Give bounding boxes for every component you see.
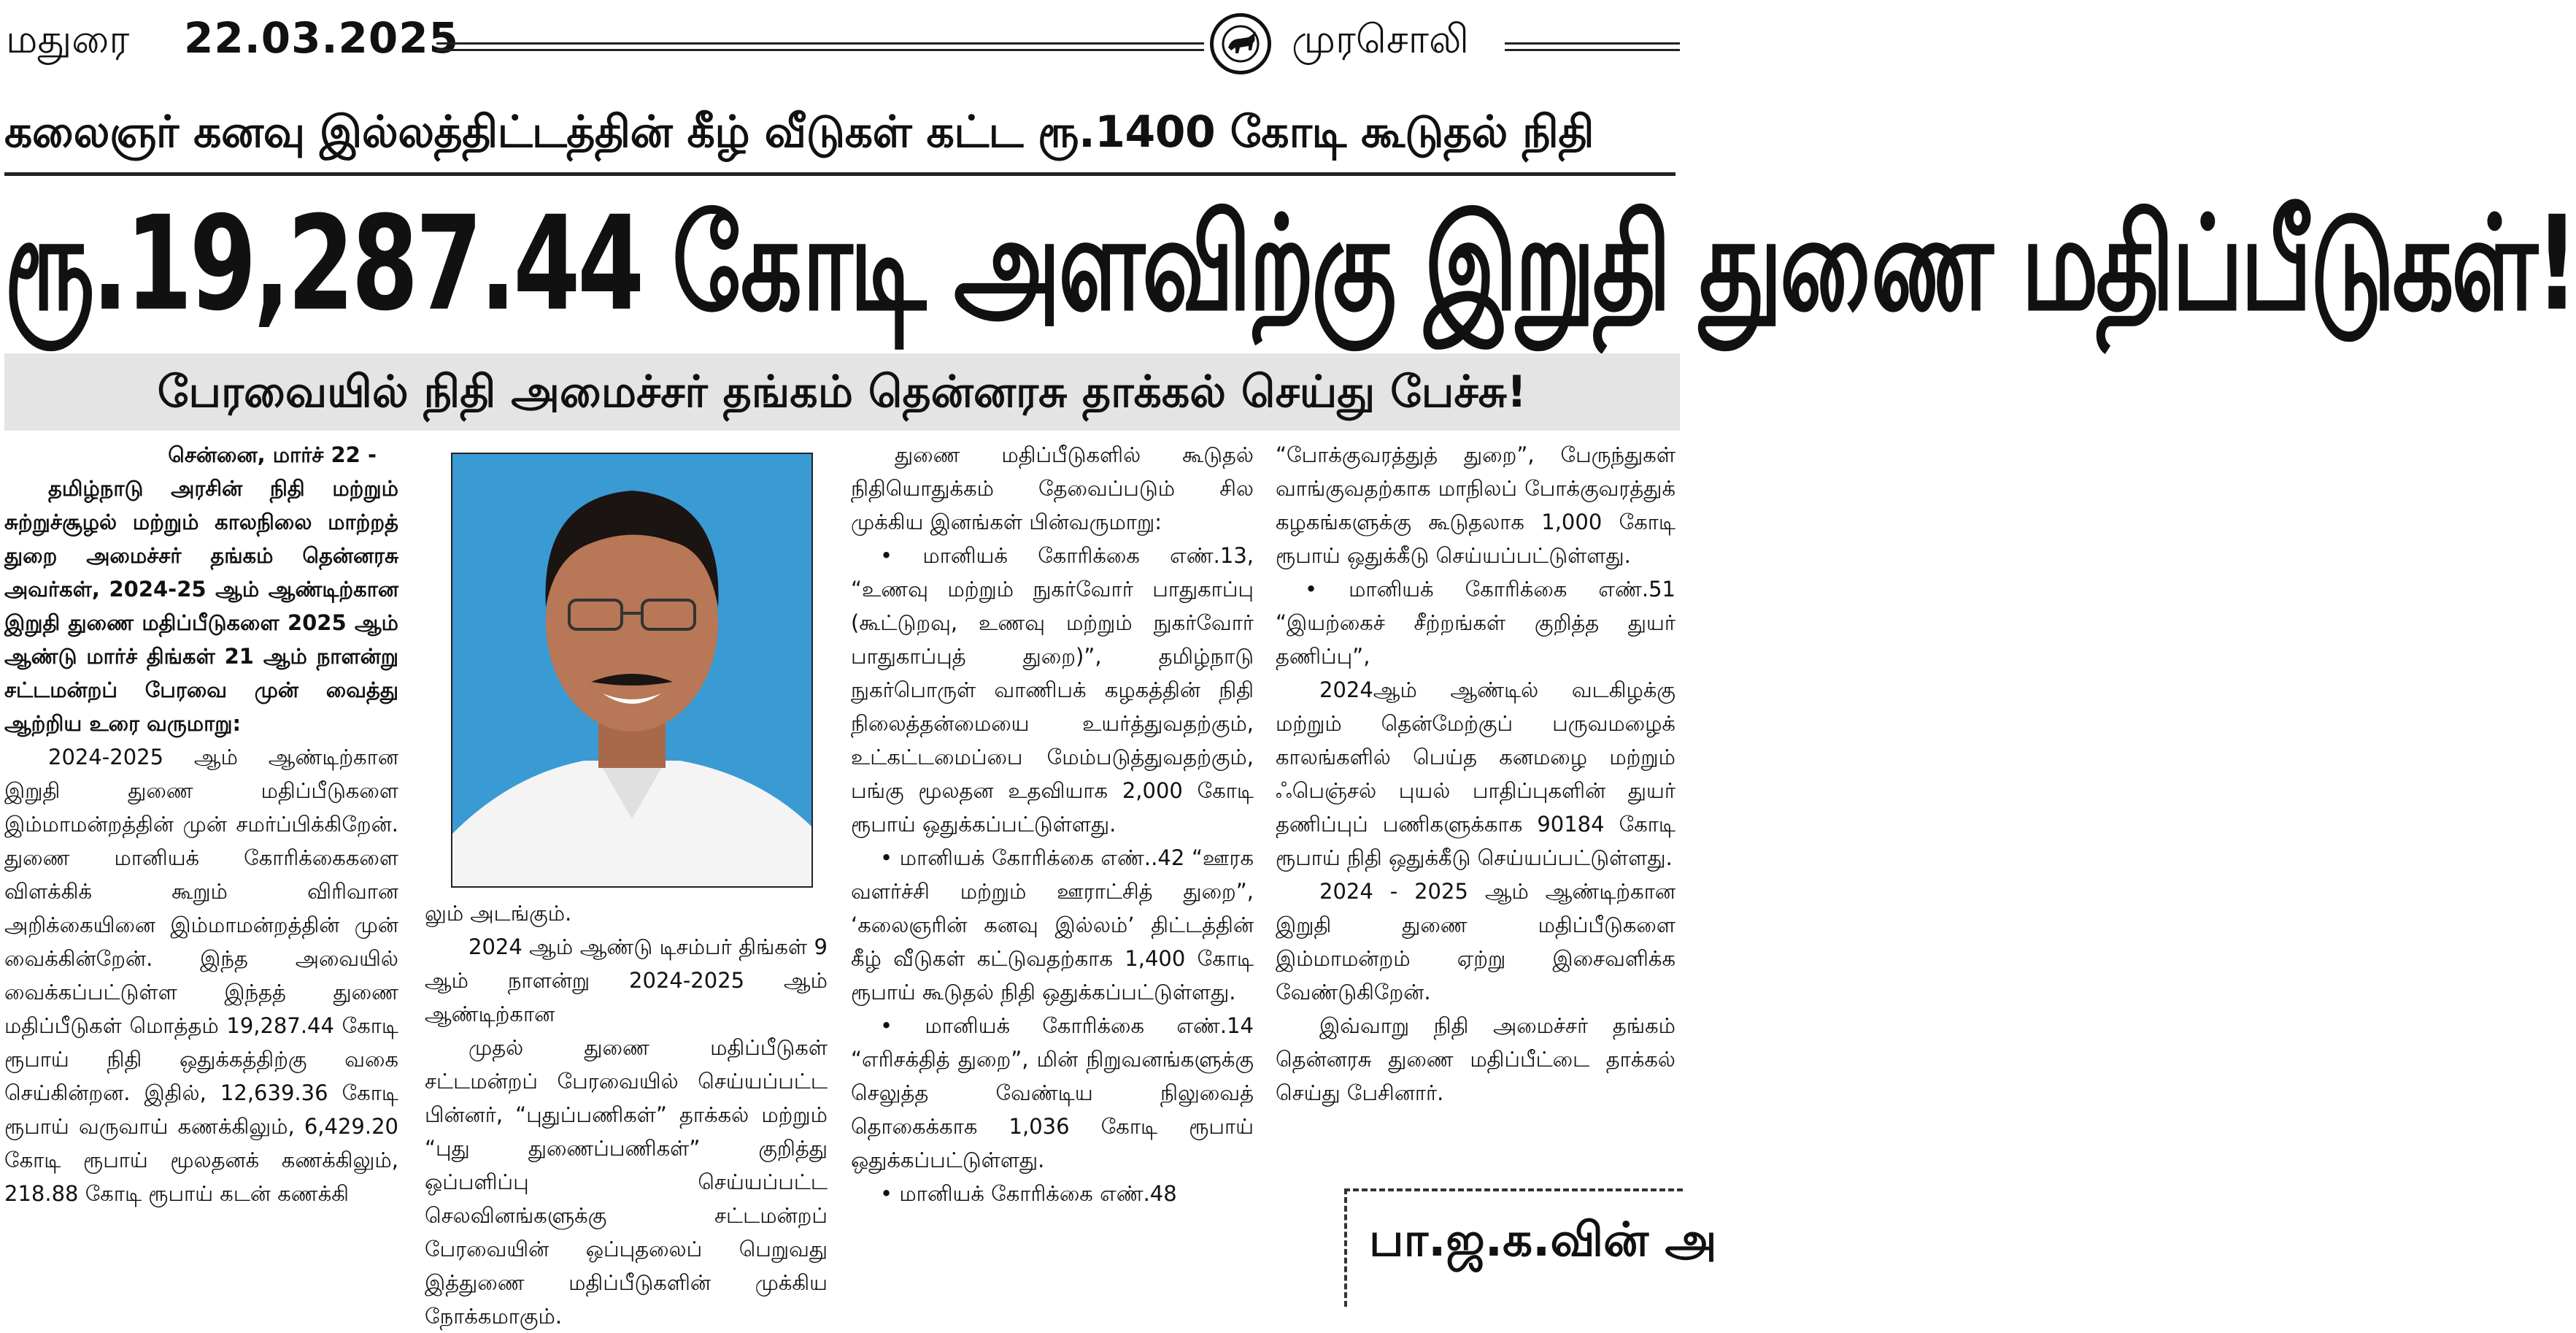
lead-paragraph: தமிழ்நாடு அரசின் நிதி மற்றும் சுற்றுச்சூழல் மற்றும் காலநிலை மாற்றத் துறை அமைச்சர் தங்கம் தென்னரசு அவர்கள், 2024-25 ஆம் ஆண்டிற்கான இறுதி துணை மதிப்பீடுகளை 2025 ஆம் ஆண்டு மார்ச் திங்கள் 21 ஆம் நாளன்று சட்டமன்றப் பேரவை முன் வைத்து ஆற்றிய உரை வருமாறு: [4,476,398,736]
related-story-box [1344,1188,1717,1307]
dateline: சென்னை, மார்ச் 22 - [168,442,377,467]
newspaper-name: முரசொலி [1292,16,1469,62]
kicker-headline [4,107,1675,177]
edition-city: மதுரை [6,16,130,62]
list-item: • மானியக் கோரிக்கை எண்.51 “இயற்கைச் சீற்றங்கள் குறித்த துயர் தணிப்பு”, [1276,572,1675,673]
kicker-rule [4,172,1675,176]
body-paragraph: “போக்குவரத்துத் துறை”, பேருந்துகள் வாங்குவதற்காக மாநிலப் போக்குவரத்துக் கழகங்களுக்கு கூடுதலாக 1,000 கோடி ரூபாய் ஒதுக்கீடு செய்யப்பட்டுள்ளது. [1276,442,1675,568]
article-column-4 [1276,438,1675,1110]
article-column-2 [425,896,828,1333]
body-paragraph: முதல் துணை மதிப்பீடுகள் சட்டமன்றப் பேரவையில் செய்யப்பட்ட பின்னர், “புதுப்பணிகள்” தாக்கல் மற்றும் “புது துணைப்பணிகள்” குறித்து ஒப்பளிப்பு செய்யப்பட்ட செலவினங்களுக்கு சட்டமன்றப் பேரவையின் ஒப்புதலைப் பெறுவது இத்துணை மதிப்பீடுகளின் முக்கிய நோக்கமாகும். [425,1035,828,1329]
edition-date: 22.03.2025 [184,13,459,63]
body-paragraph: துணை மதிப்பீடுகளில் கூடுதல் நிதியொதுக்கம் தேவைப்படும் சில முக்கிய இனங்கள் பின்வருமாறு: [851,442,1254,534]
body-paragraph: 2024 ஆம் ஆண்டு டிசம்பர் திங்கள் 9 ஆம் நாளன்று 2024-2025 ஆம் ஆண்டிற்கான [425,934,828,1026]
subhead-text: பேரவையில் நிதி அமைச்சர் தங்கம் தென்னரசு தாக்கல் செய்து பேச்சு! [157,366,1527,418]
main-headline [4,188,2576,340]
article-column-1 [4,438,398,1210]
body-paragraph: 2024 - 2025 ஆம் ஆண்டிற்கான இறுதி துணை மதிப்பீடுகளை இம்மாமன்றம் ஏற்று இசைவளிக்க வேண்டுகிறேன். [1276,879,1675,1004]
list-item: • மானியக் கோரிக்கை எண்.13, “உணவு மற்றும் நுகர்வோர் பாதுகாப்பு (கூட்டுறவு, உணவு மற்றும் நுகர்வோர் பாதுகாப்புத் துறை)”, தமிழ்நாடு நுகர்பொருள் வாணிபக் கழகத்தின் நிதி நிலைத்தன்மையை உயர்த்துவதற்கும், உட்கட்டமைப்பை மேம்படுத்துவதற்கும், பங்கு மூலதன உதவியாக 2,000 கோடி ரூபாய் ஒதுக்கப்பட்டுள்ளது. [851,539,1254,841]
kicker-text: கலைஞர் கனவு இல்லத்திட்டத்தின் கீழ் வீடுகள் கட்ட ரூ.1400 கோடி கூடுதல் நிதி [4,107,1594,158]
masthead [0,0,1680,86]
body-paragraph: லும் அடங்கும். [425,901,572,926]
minister-photo [451,453,813,888]
bull-emblem-icon [1210,13,1271,74]
body-paragraph: இவ்வாறு நிதி அமைச்சர் தங்கம் தென்னரசு துணை மதிப்பீட்டை தாக்கல் செய்து பேசினார். [1276,1013,1675,1105]
article-column-3 [851,438,1254,1210]
body-paragraph: 2024ஆம் ஆண்டில் வடகிழக்கு மற்றும் தென்மேற்குப் பருவமழைக் காலங்களில் பெய்த கனமழை மற்றும் ஃபெஞ்சல் புயல் பாதிப்புகளின் துயர் தணிப்புப் பணிகளுக்காக 90184 கோடி ரூபாய் நிதி ஒதுக்கீடு செய்யப்பட்டுள்ளது. [1276,677,1675,870]
list-item: • மானியக் கோரிக்கை எண்..42 “ஊரக வளர்ச்சி மற்றும் ஊராட்சித் துறை”, ‘கலைஞரின் கனவு இல்லம்’ திட்டத்தின் கீழ் வீடுகள் கட்டுவதற்காக 1,400 கோடி ரூபாய் கூடுதல் நிதி ஒதுக்கப்பட்டுள்ளது. [851,841,1254,1009]
list-item: • மானியக் கோரிக்கை எண்.48 [851,1177,1254,1210]
subhead-bar [4,353,1680,431]
related-story-title: பா.ஜ.க.வின் அ [1369,1213,1717,1267]
portrait-illustration [452,454,811,886]
masthead-rule-right [1505,42,1680,51]
body-paragraph: 2024-2025 ஆம் ஆண்டிற்கான இறுதி துணை மதிப்பீடுகளை இம்மாமன்றத்தின் முன் சமர்ப்பிக்கிறேன். துணை மானியக் கோரிக்கைகளை விளக்கிக் கூறும் விரிவான அறிக்கையினை இம்மாமன்றத்தின் முன் வைக்கின்றேன். இந்த அவையில் வைக்கப்பட்டுள்ள இந்தத் துணை மதிப்பீடுகள் மொத்தம் 19,287.44 கோடி ரூபாய் நிதி ஒதுக்கத்திற்கு வகை செய்கின்றன. இதில், 12,639.36 கோடி ரூபாய் வருவாய் கணக்கிலும், 6,429.20 கோடி ரூபாய் மூலதனக் கணக்கிலும், 218.88 கோடி ரூபாய் கடன் கணக்கி [4,745,398,1206]
main-headline-text: ரூ.19,287.44 கோடி அளவிற்கு இறுதி துணை மதிப்பீடுகள்! [4,188,2576,340]
masthead-rule-left [436,42,1204,51]
list-item: • மானியக் கோரிக்கை எண்.14 “எரிசக்தித் துறை”, மின் நிறுவனங்களுக்கு செலுத்த வேண்டிய நிலுவைத் தொகைக்காக 1,036 கோடி ரூபாய் ஒதுக்கப்பட்டுள்ளது. [851,1009,1254,1177]
